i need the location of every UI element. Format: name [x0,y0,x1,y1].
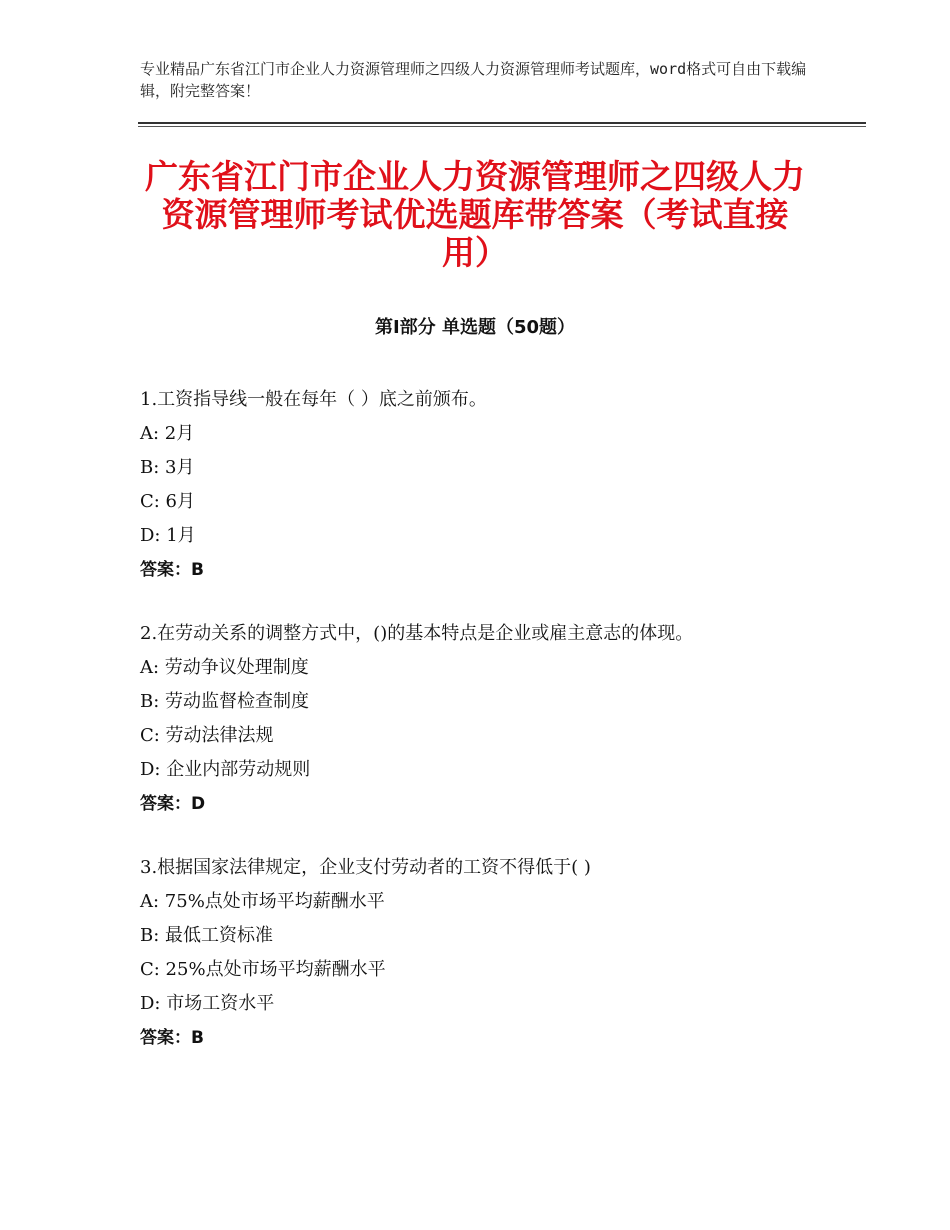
question-stem: 1.工资指导线一般在每年（ ）底之前颁布。 [140,389,487,410]
option-b: B: 3月 [140,457,195,478]
section-heading: 第Ⅰ部分 单选题（50题） [374,317,575,338]
answer-line: 答案：B [140,1028,204,1048]
option-b: B: 最低工资标准 [140,925,274,946]
question-2 [140,617,820,821]
option-d: D: 市场工资水平 [140,993,275,1014]
question-stem: 3.根据国家法律规定，企业支付劳动者的工资不得低于( ) [140,857,591,878]
header-divider-thin [138,126,866,127]
header-note: 专业精品广东省江门市企业人力资源管理师之四级人力资源管理师考试题库，word格式可自由下载编辑，附完整答案！ [140,60,807,100]
option-a: A: 劳动争议处理制度 [140,657,309,678]
answer-line: 答案：B [140,560,204,580]
option-c: C: 6月 [140,491,196,512]
option-a: A: 75%点处市场平均薪酬水平 [140,891,385,912]
question-list [140,383,820,1085]
option-a: A: 2月 [140,423,195,444]
option-d: D: 企业内部劳动规则 [140,759,311,780]
option-c: C: 劳动法律法规 [140,725,274,746]
option-b: B: 劳动监督检查制度 [140,691,310,712]
question-1 [140,383,820,587]
question-3 [140,851,820,1055]
question-stem: 2.在劳动关系的调整方式中，()的基本特点是企业或雇主意志的体现。 [140,623,694,644]
document-title: 广东省江门市企业人力资源管理师之四级人力资源管理师考试优选题库带答案（考试直接用） [145,157,805,272]
answer-line: 答案：D [140,794,206,814]
option-d: D: 1月 [140,525,196,546]
header-divider-thick [138,122,866,124]
option-c: C: 25%点处市场平均薪酬水平 [140,959,386,980]
